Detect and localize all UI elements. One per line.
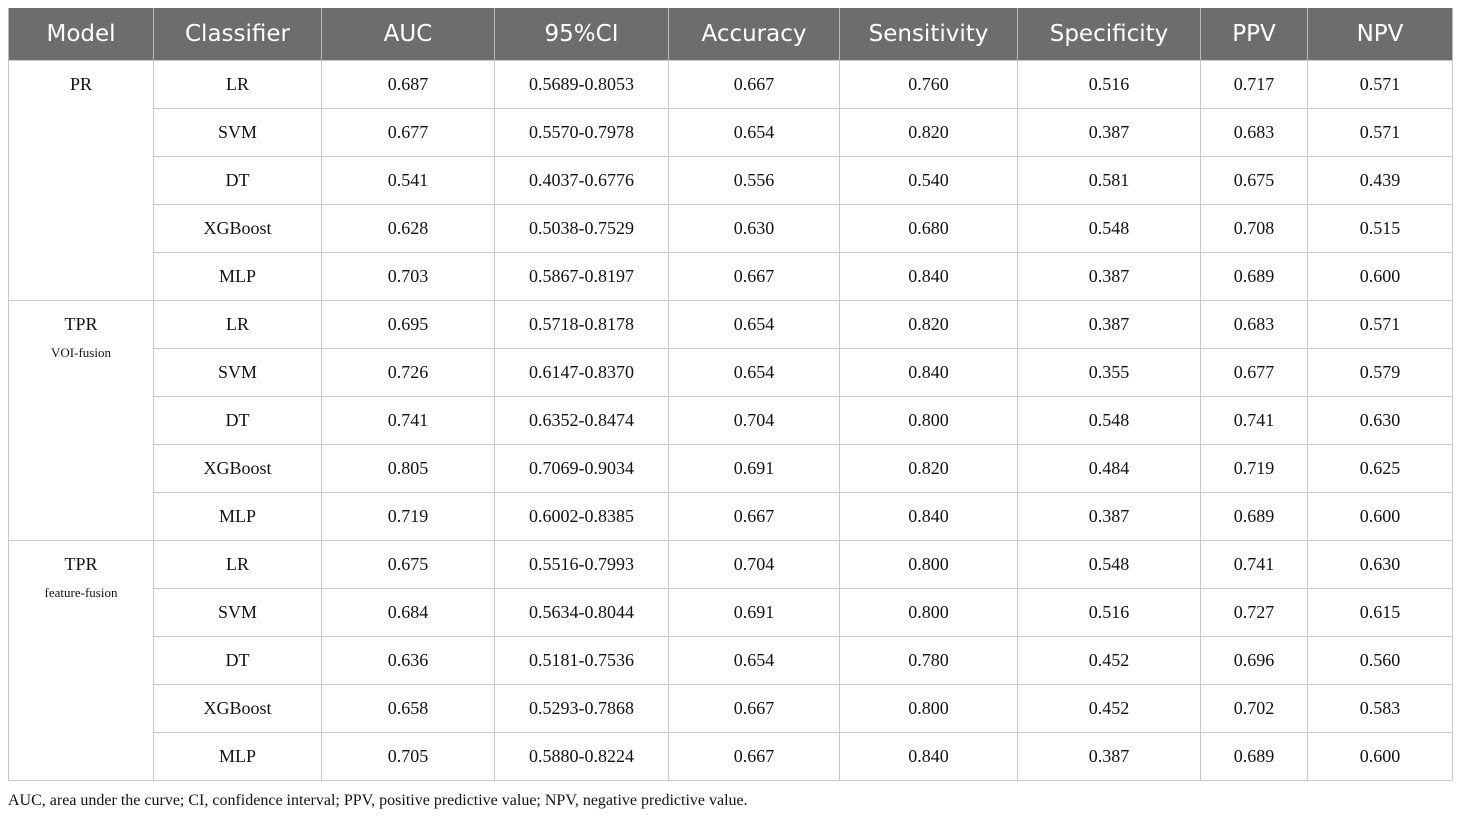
classifier-cell: LR — [154, 61, 322, 109]
table-row — [9, 733, 1453, 781]
column-header-auc: AUC — [322, 8, 495, 61]
table-row — [9, 397, 1453, 445]
metric-cell: 0.719 — [322, 493, 495, 541]
metric-cell: 0.6002-0.8385 — [495, 493, 669, 541]
metric-cell: 0.675 — [1201, 157, 1308, 205]
table-row — [9, 109, 1453, 157]
metric-cell: 0.741 — [1201, 397, 1308, 445]
classifier-cell: SVM — [154, 589, 322, 637]
metric-cell: 0.687 — [322, 61, 495, 109]
classifier-cell: MLP — [154, 253, 322, 301]
metric-cell: 0.452 — [1018, 685, 1201, 733]
metric-cell: 0.615 — [1308, 589, 1453, 637]
classifier-cell: XGBoost — [154, 205, 322, 253]
table-row — [9, 493, 1453, 541]
model-subtitle: VOI-fusion — [51, 345, 111, 360]
table-body — [9, 61, 1453, 781]
column-header-classifier: Classifier — [154, 8, 322, 61]
model-name: TPR — [64, 314, 98, 334]
metric-cell: 0.630 — [1308, 541, 1453, 589]
classifier-cell: SVM — [154, 109, 322, 157]
metric-cell: 0.708 — [1201, 205, 1308, 253]
metric-cell: 0.667 — [669, 733, 840, 781]
metric-cell: 0.667 — [669, 253, 840, 301]
metric-cell: 0.583 — [1308, 685, 1453, 733]
metric-cell: 0.5634-0.8044 — [495, 589, 669, 637]
table-row — [9, 157, 1453, 205]
metric-cell: 0.630 — [1308, 397, 1453, 445]
classifier-cell: LR — [154, 301, 322, 349]
metric-cell: 0.654 — [669, 349, 840, 397]
model-cell — [9, 61, 154, 301]
model-name: PR — [69, 74, 93, 94]
metric-cell: 0.355 — [1018, 349, 1201, 397]
table-row — [9, 61, 1453, 109]
column-header-ppv: PPV — [1201, 8, 1308, 61]
metric-cell: 0.703 — [322, 253, 495, 301]
metric-cell: 0.515 — [1308, 205, 1453, 253]
metric-cell: 0.625 — [1308, 445, 1453, 493]
table-row — [9, 685, 1453, 733]
metric-cell: 0.800 — [840, 397, 1018, 445]
metric-cell: 0.726 — [322, 349, 495, 397]
metric-cell: 0.5718-0.8178 — [495, 301, 669, 349]
metric-cell: 0.691 — [669, 589, 840, 637]
metric-cell: 0.704 — [669, 541, 840, 589]
metric-cell: 0.516 — [1018, 61, 1201, 109]
metric-cell: 0.571 — [1308, 109, 1453, 157]
metric-cell: 0.556 — [669, 157, 840, 205]
metric-cell: 0.439 — [1308, 157, 1453, 205]
column-header-model: Model — [9, 8, 154, 61]
metric-cell: 0.741 — [322, 397, 495, 445]
metric-cell: 0.5516-0.7993 — [495, 541, 669, 589]
classifier-cell: MLP — [154, 493, 322, 541]
column-header-specificity: Specificity — [1018, 8, 1201, 61]
model-cell — [9, 541, 154, 781]
table-row — [9, 589, 1453, 637]
table-row — [9, 637, 1453, 685]
column-header-95-ci: 95%CI — [495, 8, 669, 61]
metric-cell: 0.5570-0.7978 — [495, 109, 669, 157]
metric-cell: 0.689 — [1201, 733, 1308, 781]
classifier-cell: LR — [154, 541, 322, 589]
metric-cell: 0.7069-0.9034 — [495, 445, 669, 493]
metric-cell: 0.717 — [1201, 61, 1308, 109]
metric-cell: 0.680 — [840, 205, 1018, 253]
metric-cell: 0.704 — [669, 397, 840, 445]
table-row — [9, 445, 1453, 493]
metric-cell: 0.727 — [1201, 589, 1308, 637]
metric-cell: 0.541 — [322, 157, 495, 205]
metric-cell: 0.5181-0.7536 — [495, 637, 669, 685]
metric-cell: 0.571 — [1308, 301, 1453, 349]
metric-cell: 0.820 — [840, 109, 1018, 157]
metric-cell: 0.820 — [840, 301, 1018, 349]
metric-cell: 0.741 — [1201, 541, 1308, 589]
model-cell — [9, 301, 154, 541]
metric-cell: 0.387 — [1018, 733, 1201, 781]
metric-cell: 0.387 — [1018, 301, 1201, 349]
metric-cell: 0.630 — [669, 205, 840, 253]
model-name: TPR — [64, 554, 98, 574]
metric-cell: 0.600 — [1308, 253, 1453, 301]
results-table — [8, 8, 1453, 781]
table-row — [9, 541, 1453, 589]
metric-cell: 0.5689-0.8053 — [495, 61, 669, 109]
metric-cell: 0.840 — [840, 493, 1018, 541]
table-row — [9, 349, 1453, 397]
metric-cell: 0.667 — [669, 493, 840, 541]
metric-cell: 0.800 — [840, 589, 1018, 637]
model-subtitle: feature-fusion — [44, 585, 118, 600]
metric-cell: 0.387 — [1018, 493, 1201, 541]
column-header-npv: NPV — [1308, 8, 1453, 61]
metric-cell: 0.683 — [1201, 109, 1308, 157]
metric-cell: 0.805 — [322, 445, 495, 493]
classifier-cell: SVM — [154, 349, 322, 397]
metric-cell: 0.387 — [1018, 253, 1201, 301]
classifier-cell: DT — [154, 397, 322, 445]
metric-cell: 0.5293-0.7868 — [495, 685, 669, 733]
metric-cell: 0.516 — [1018, 589, 1201, 637]
metric-cell: 0.654 — [669, 637, 840, 685]
metric-cell: 0.677 — [1201, 349, 1308, 397]
table-row — [9, 253, 1453, 301]
metric-cell: 0.636 — [322, 637, 495, 685]
metric-cell: 0.6147-0.8370 — [495, 349, 669, 397]
table-header — [9, 8, 1453, 61]
metric-cell: 0.840 — [840, 733, 1018, 781]
metric-cell: 0.667 — [669, 61, 840, 109]
metric-cell: 0.780 — [840, 637, 1018, 685]
metric-cell: 0.667 — [669, 685, 840, 733]
header-row — [9, 8, 1453, 61]
table-row — [9, 205, 1453, 253]
metric-cell: 0.820 — [840, 445, 1018, 493]
metric-cell: 0.675 — [322, 541, 495, 589]
metric-cell: 0.719 — [1201, 445, 1308, 493]
metric-cell: 0.452 — [1018, 637, 1201, 685]
metric-cell: 0.658 — [322, 685, 495, 733]
metric-cell: 0.5038-0.7529 — [495, 205, 669, 253]
metric-cell: 0.5867-0.8197 — [495, 253, 669, 301]
metric-cell: 0.5880-0.8224 — [495, 733, 669, 781]
metric-cell: 0.800 — [840, 685, 1018, 733]
metric-cell: 0.683 — [1201, 301, 1308, 349]
metric-cell: 0.760 — [840, 61, 1018, 109]
metric-cell: 0.548 — [1018, 541, 1201, 589]
classifier-cell: MLP — [154, 733, 322, 781]
column-header-accuracy: Accuracy — [669, 8, 840, 61]
metric-cell: 0.548 — [1018, 205, 1201, 253]
metric-cell: 0.387 — [1018, 109, 1201, 157]
metric-cell: 0.560 — [1308, 637, 1453, 685]
table-footnote: AUC, area under the curve; CI, confidence interval; PPV, positive predictive value; NPV, negative predictive value. — [8, 792, 748, 809]
metric-cell: 0.571 — [1308, 61, 1453, 109]
metric-cell: 0.600 — [1308, 733, 1453, 781]
metric-cell: 0.696 — [1201, 637, 1308, 685]
metric-cell: 0.677 — [322, 109, 495, 157]
metric-cell: 0.840 — [840, 253, 1018, 301]
metric-cell: 0.689 — [1201, 253, 1308, 301]
metric-cell: 0.800 — [840, 541, 1018, 589]
metric-cell: 0.548 — [1018, 397, 1201, 445]
classifier-cell: DT — [154, 637, 322, 685]
metric-cell: 0.840 — [840, 349, 1018, 397]
metric-cell: 0.654 — [669, 301, 840, 349]
metric-cell: 0.684 — [322, 589, 495, 637]
metric-cell: 0.6352-0.8474 — [495, 397, 669, 445]
metric-cell: 0.654 — [669, 109, 840, 157]
classifier-cell: XGBoost — [154, 685, 322, 733]
metric-cell: 0.484 — [1018, 445, 1201, 493]
metric-cell: 0.600 — [1308, 493, 1453, 541]
metric-cell: 0.581 — [1018, 157, 1201, 205]
metric-cell: 0.4037-0.6776 — [495, 157, 669, 205]
metric-cell: 0.702 — [1201, 685, 1308, 733]
table-row — [9, 301, 1453, 349]
metric-cell: 0.691 — [669, 445, 840, 493]
metric-cell: 0.705 — [322, 733, 495, 781]
metric-cell: 0.579 — [1308, 349, 1453, 397]
metric-cell: 0.689 — [1201, 493, 1308, 541]
metric-cell: 0.628 — [322, 205, 495, 253]
classifier-cell: XGBoost — [154, 445, 322, 493]
classifier-cell: DT — [154, 157, 322, 205]
column-header-sensitivity: Sensitivity — [840, 8, 1018, 61]
metric-cell: 0.695 — [322, 301, 495, 349]
metric-cell: 0.540 — [840, 157, 1018, 205]
